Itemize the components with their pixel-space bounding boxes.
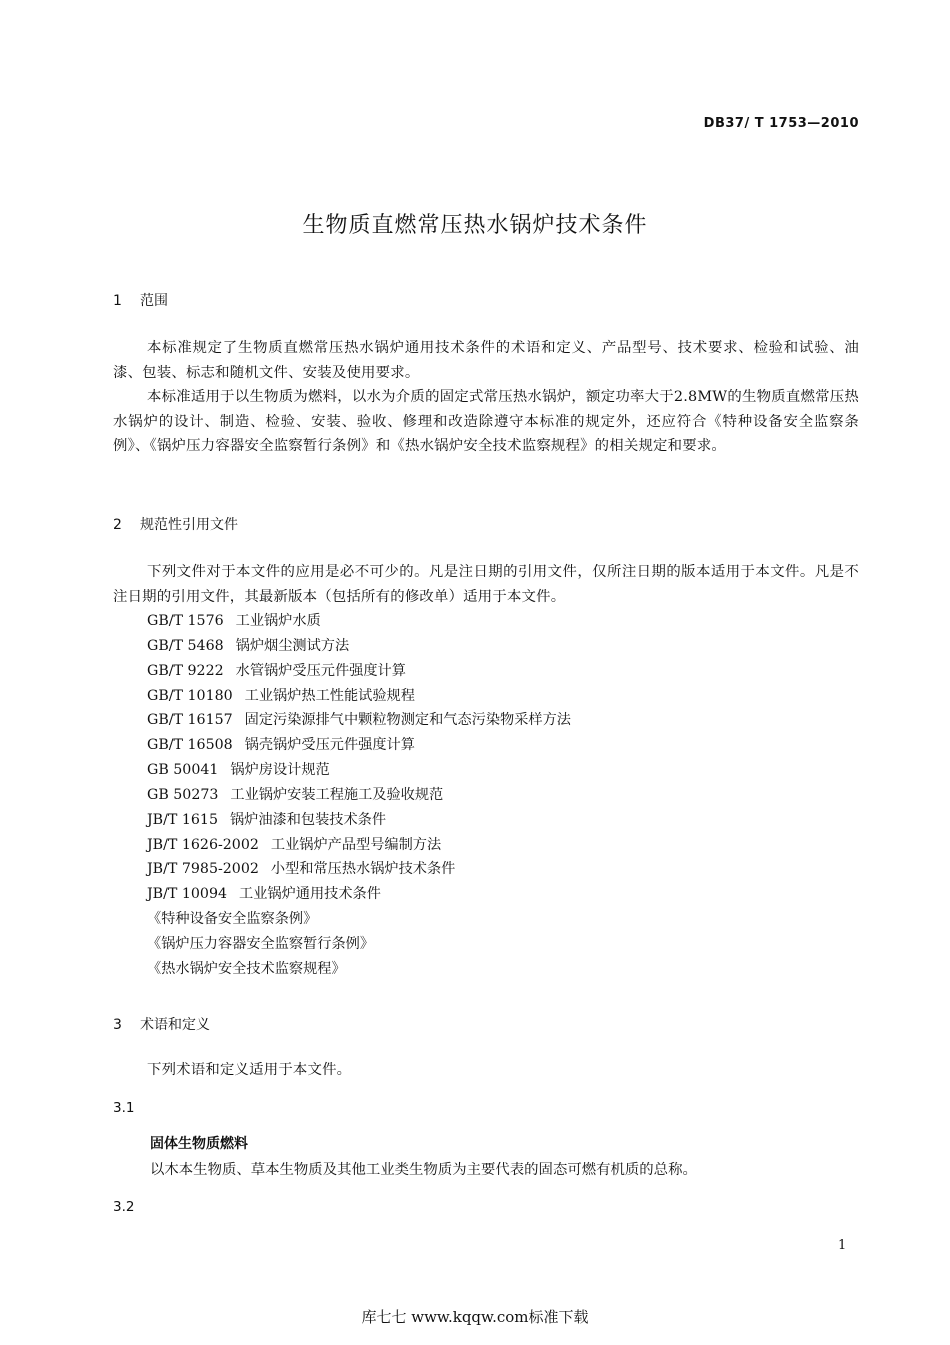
reference-item xyxy=(147,907,571,932)
document-title: 生物质直燃常压热水锅炉技术条件 xyxy=(302,213,648,238)
reference-code: GB/T 16508 xyxy=(147,737,233,754)
reference-code: JB/T 1615 xyxy=(147,811,218,828)
references-intro-paragraph: 下列文件对于本文件的应用是必不可少的。凡是注日期的引用文件，仅所注日期的版本适用于本文件。凡是不注日期的引用文件，其最新版本（包括所有的修改单）适用于本文件。 xyxy=(113,564,859,605)
reference-item xyxy=(147,758,571,783)
reference-item xyxy=(147,609,571,634)
reference-name: 《热水锅炉安全技术监察规程》 xyxy=(147,960,346,977)
reference-name: 锅壳锅炉受压元件强度计算 xyxy=(244,737,415,754)
reference-code: GB/T 16157 xyxy=(147,712,233,729)
reference-name: 水管锅炉受压元件强度计算 xyxy=(235,662,406,679)
reference-code: GB/T 9222 xyxy=(147,662,224,679)
section-title: 术语和定义 xyxy=(140,1017,210,1033)
reference-code: GB/T 5468 xyxy=(147,637,224,654)
section-2-heading xyxy=(113,514,238,534)
reference-name: 工业锅炉安装工程施工及验收规范 xyxy=(230,786,444,803)
reference-item xyxy=(147,733,571,758)
reference-name: 锅炉油漆和包装技术条件 xyxy=(229,811,387,828)
footer-watermark: 库七七 www.kqqw.com标准下载 xyxy=(361,1308,589,1326)
term-definition: 以木本生物质、草本生物质及其他工业类生物质为主要代表的固态可燃有机质的总称。 xyxy=(150,1162,697,1178)
reference-code: JB/T 10094 xyxy=(147,886,227,903)
reference-item xyxy=(147,783,571,808)
reference-name: 锅炉房设计规范 xyxy=(230,762,330,779)
reference-name: 小型和常压热水锅炉技术条件 xyxy=(270,861,456,878)
reference-item xyxy=(147,684,571,709)
term-name: 固体生物质燃料 xyxy=(150,1136,248,1152)
reference-name: 工业锅炉水质 xyxy=(235,613,321,629)
section-number: 3 xyxy=(113,1017,122,1033)
terms-intro-paragraph: 下列术语和定义适用于本文件。 xyxy=(147,1062,352,1078)
reference-name: 工业锅炉产品型号编制方法 xyxy=(270,836,442,853)
reference-code: JB/T 7985-2002 xyxy=(147,861,259,878)
reference-item xyxy=(147,957,571,982)
standard-code: DB37/ T 1753—2010 xyxy=(703,116,859,131)
reference-list xyxy=(147,609,571,982)
reference-code: GB/T 10180 xyxy=(147,687,233,704)
reference-name: 锅炉烟尘测试方法 xyxy=(235,637,350,654)
reference-code: GB 50041 xyxy=(147,762,219,779)
scope-paragraph-1: 本标准规定了生物质直燃常压热水锅炉通用技术条件的术语和定义、产品型号、技术要求、检验和试验、油漆、包装、标志和随机文件、安装及使用要求。 xyxy=(113,340,859,381)
reference-name: 固定污染源排气中颗粒物测定和气态污染物采样方法 xyxy=(244,712,571,729)
reference-name: 工业锅炉热工性能试验规程 xyxy=(244,687,415,704)
section-title: 规范性引用文件 xyxy=(140,517,238,533)
reference-item xyxy=(147,857,571,882)
reference-item xyxy=(147,634,571,659)
reference-item xyxy=(147,882,571,907)
section-3-heading xyxy=(113,1014,210,1034)
reference-name: 《特种设备安全监察条例》 xyxy=(147,911,318,928)
section-title: 范围 xyxy=(140,293,168,309)
clause-number-3-1: 3.1 xyxy=(113,1100,135,1116)
reference-item xyxy=(147,659,571,684)
reference-name: 工业锅炉通用技术条件 xyxy=(239,886,381,903)
clause-number-3-2: 3.2 xyxy=(113,1199,135,1215)
reference-item xyxy=(147,833,571,858)
scope-paragraph-2: 本标准适用于以生物质为燃料，以水为介质的固定式常压热水锅炉，额定功率大于2.8MW的生物质直燃常压热水锅炉的设计、制造、检验、安装、验收、修理和改造除遵守本标准的规定外，还应符合《特种设备安全监察条例》、《锅炉压力容器安全监察暂行条例》和《热水锅炉安全技术监察规程》的相关规定和要求。 xyxy=(113,389,859,454)
reference-code: GB/T 1576 xyxy=(147,613,224,629)
reference-item xyxy=(147,932,571,957)
reference-code: JB/T 1626-2002 xyxy=(147,836,259,853)
page-number: 1 xyxy=(838,1238,847,1253)
reference-item xyxy=(147,808,571,833)
reference-item xyxy=(147,708,571,733)
section-number: 1 xyxy=(113,293,122,309)
section-number: 2 xyxy=(113,517,122,533)
reference-name: 《锅炉压力容器安全监察暂行条例》 xyxy=(147,935,375,952)
reference-code: GB 50273 xyxy=(147,786,219,803)
section-1-heading xyxy=(113,290,168,310)
